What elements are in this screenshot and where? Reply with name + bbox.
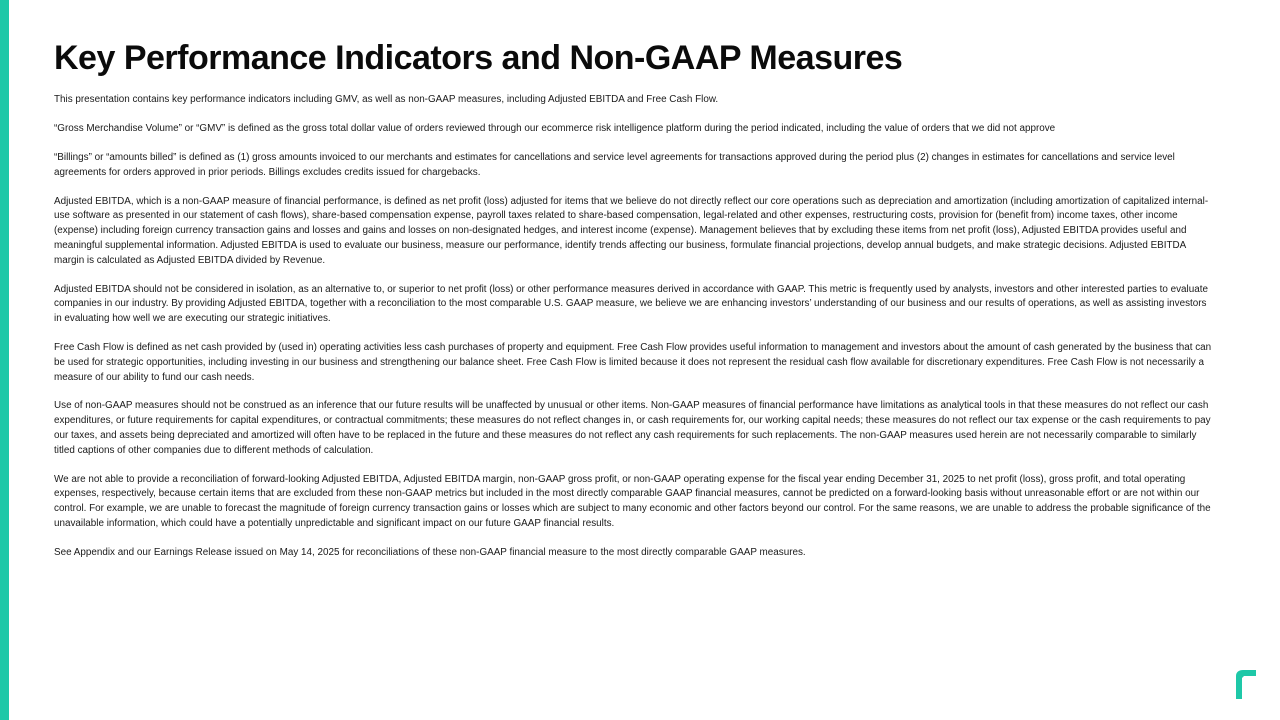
gmv-definition-paragraph: “Gross Merchandise Volume” or “GMV” is defined as the gross total dollar value of orders reviewed through our ecommerce risk intelligence platform during the period indicated, including the value of orders that we did not approve [54,123,1056,135]
adjusted-ebitda-definition-paragraph: Adjusted EBITDA, which is a non-GAAP measure of financial performance, is defined as net profit (loss) adjusted for items that we believe do not directly reflect our core operations such as depreciation and amortization (including amortization of capitalized internal-use software as presented in our statement of cash flows), share-based compensation expense, payroll taxes related to share-based compensation, legal-related and other expenses, restructuring costs, provision for (benefit from) income taxes, other income (expense) including foreign currency transaction gains and losses and gains and losses on non-designated hedges, and interest income (expense). Management believes that by excluding these items from net profit (loss), Adjusted EBITDA provides useful and meaningful supplemental information. Adjusted EBITDA is used to evaluate our business, measure our performance, identify trends affecting our business, formulate financial projections, develop annual budgets, and make strategic decisions. Adjusted EBITDA margin is calculated as Adjusted EBITDA divided by Revenue. [54,195,1209,266]
accent-bar [0,0,9,720]
intro-paragraph: This presentation contains key performance indicators including GMV, as well as non-GAAP measures, including Adjusted EBITDA and Free Cash Flow. [54,94,719,106]
page-title: Key Performance Indicators and Non-GAAP Measures [54,39,903,77]
forward-looking-reconciliation-paragraph: We are not able to provide a reconciliation of forward-looking Adjusted EBITDA, Adjusted EBITDA margin, non-GAAP gross profit, or non-GAAP operating expense for the fiscal year ending December 31, 2025 to net profit (loss), gross profit, and total operating expenses, respectively, because certain items that are excluded from these non-GAAP metrics but included in the most directly comparable GAAP financial measures, cannot be predicted on a forward-looking basis without unreasonable effort or are not within our control. For example, we are unable to forecast the magnitude of foreign currency transaction gains or losses which are subject to many economic and other factors beyond our control. For the same reasons, we are unable to address the probable significance of the unavailable information, which could have a potentially unpredictable and significant impact on our future GAAP financial results. [54,473,1211,529]
brand-logo-icon [1234,668,1258,700]
slide-content [54,40,1214,575]
non-gaap-limitations-paragraph: Use of non-GAAP measures should not be construed as an inference that our future results will be unaffected by unusual or other items. Non-GAAP measures of financial performance have limitations as analytical tools in that these measures do not reflect our cash expenditures, or future requirements for capital expenditures, or contractual commitments; these measures do not reflect changes in, or cash requirements for, our working capital needs; these measures do not reflect our tax expense or the cash requirements to pay our taxes, and assets being depreciated and amortized will often have to be replaced in the future and these measures do not reflect any cash requirements for such replacements. The non-GAAP measures used herein are not necessarily comparable to similarly titled captions of other companies due to different methods of calculation. [54,400,1211,456]
billings-definition-paragraph: “Billings” or “amounts billed” is defined as (1) gross amounts invoiced to our merchants and estimates for cancellations and service level agreements for transactions approved during the period plus (2) changes in estimates for cancellations and service level agreements for orders approved in prior periods. Billings excludes credits issued for chargebacks. [54,151,1175,178]
adjusted-ebitda-caveat-paragraph: Adjusted EBITDA should not be considered in isolation, as an alternative to, or superior to net profit (loss) or other performance measures derived in accordance with GAAP. This metric is frequently used by analysts, investors and other interested parties to evaluate companies in our industry. By providing Adjusted EBITDA, together with a reconciliation to the most comparable U.S. GAAP measure, we believe we are enhancing investors’ understanding of our business and our results of operations, as well as assisting investors in evaluating how well we are executing our strategic initiatives. [54,283,1208,325]
appendix-reference-paragraph: See Appendix and our Earnings Release issued on May 14, 2025 for reconciliations of these non-GAAP financial measure to the most directly comparable GAAP measures. [54,546,806,558]
free-cash-flow-paragraph: Free Cash Flow is defined as net cash provided by (used in) operating activities less cash purchases of property and equipment. Free Cash Flow provides useful information to management and investors about the amount of cash generated by the business that can be used for strategic opportunities, including investing in our business and strengthening our balance sheet. Free Cash Flow is limited because it does not represent the residual cash flow available for discretionary expenditures. Free Cash Flow is not necessarily a measure of our ability to fund our cash needs. [54,341,1212,383]
